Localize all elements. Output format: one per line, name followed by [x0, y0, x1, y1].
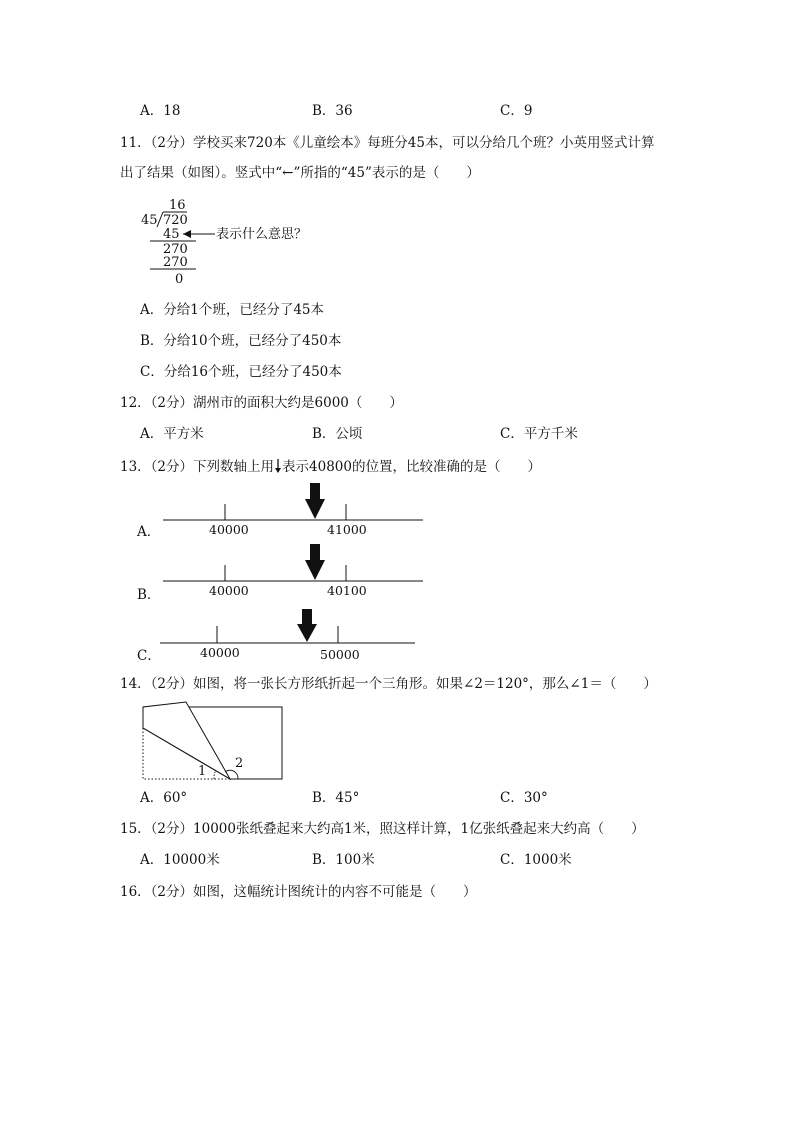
q10-option-a: A．18 [140, 103, 181, 119]
quotient: 16 [169, 198, 186, 213]
angle-1-label: 1 [198, 764, 207, 779]
q11-option-a: A．分给1个班，已经分了45本 [140, 302, 325, 318]
q15-option-a: A．10000米 [140, 852, 220, 868]
q10-option-c: C．9 [500, 103, 533, 119]
number-line-a-label: A． [137, 524, 161, 540]
q13-question [120, 459, 541, 475]
q12-question: 12．（2分）湖州市的面积大约是6000（ ） [120, 395, 403, 411]
number-line-a-svg [0, 480, 794, 540]
q11-option-b: B．分给10个班，已经分了450本 [140, 333, 342, 349]
q11-question-line1: 11．（2分）学校买来720本《儿童绘本》每班分45本，可以分给几个班？小英用竖式计算 [120, 135, 655, 151]
small-down-arrow-icon [274, 459, 282, 473]
number-line-b-svg [0, 541, 794, 601]
position-arrow-icon [302, 609, 312, 625]
q13-text-before: 13．（2分）下列数轴上用 [120, 459, 275, 475]
q12-option-a: A．平方米 [140, 426, 204, 442]
q14-option-b: B．45° [312, 790, 360, 806]
step2-product: 270 [163, 255, 188, 270]
q12-option-c: C．平方千米 [500, 426, 578, 442]
tick-right: 50000 [320, 647, 360, 662]
q14-option-c: C．30° [500, 790, 548, 806]
q15-option-c: C．1000米 [500, 852, 572, 868]
number-line-c-svg [0, 603, 794, 663]
q13-text-after: 表示40800的位置，比较准确的是（ ） [282, 459, 541, 475]
tick-right: 40100 [327, 583, 367, 598]
dividend: 720 [163, 213, 188, 228]
folded-paper-svg [0, 690, 794, 810]
tick-left: 40000 [209, 522, 249, 537]
q15-question: 15．（2分）10000张纸叠起来大约高1米，照这样计算，1亿张纸叠起来大约高（ ） [120, 821, 645, 837]
q15-option-b: B．100米 [312, 852, 375, 868]
q11-question-line2: 出了结果（如图）。竖式中“←”所指的“45”表示的是（ ） [120, 165, 480, 181]
q10-option-b: B．36 [312, 103, 353, 119]
q14-option-a: A．60° [140, 790, 188, 806]
angle-2-label: 2 [235, 756, 244, 771]
number-line-b-label: B． [137, 587, 161, 603]
position-arrow-icon [310, 544, 320, 561]
divisor: 45 [141, 213, 158, 228]
position-arrow-icon [310, 483, 320, 500]
q16-question: 16．（2分）如图，这幅统计图统计的内容不可能是（ ） [120, 884, 477, 900]
q11-option-c: C．分给16个班，已经分了450本 [140, 364, 342, 380]
remainder2: 0 [175, 272, 184, 287]
tick-left: 40000 [209, 583, 249, 598]
q14-question: 14．（2分）如图，将一张长方形纸折起一个三角形。如果∠2＝120°，那么∠1＝（ ） [120, 676, 657, 692]
number-line-c-label: C． [137, 648, 161, 664]
step1-product: 45 [163, 227, 180, 242]
q12-option-b: B．公顷 [312, 426, 363, 442]
long-division-lines [0, 0, 794, 300]
tick-left: 40000 [200, 645, 240, 660]
remainder1: 270 [163, 242, 188, 257]
arrow-note: 表示什么意思？ [216, 227, 308, 242]
tick-right: 41000 [327, 522, 367, 537]
